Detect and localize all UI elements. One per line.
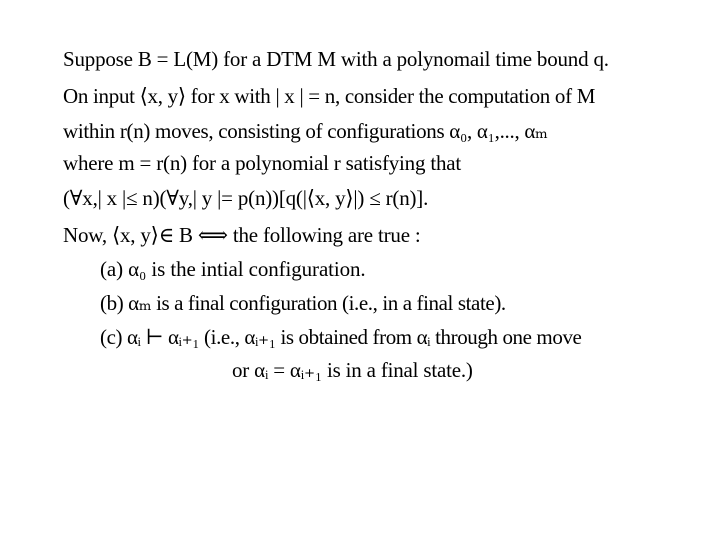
condition-a: (a) α₀ is the intial configuration. xyxy=(100,257,366,281)
condition-c-continued: or αᵢ = αᵢ₊₁ is in a final state.) xyxy=(232,358,473,382)
text-line-1: Suppose B = L(M) for a DTM M with a polynomail time bound q. xyxy=(63,47,609,71)
text-line-5: (∀x,| x |≤ n)(∀y,| y |= p(n))[q(|⟨x, y⟩|) ≤ r(n)]. xyxy=(63,186,429,210)
text-line-6: Now, ⟨x, y⟩∈ B ⟺ the following are true : xyxy=(63,223,421,247)
text-line-3: within r(n) moves, consisting of configurations α₀, α₁,..., αₘ xyxy=(63,119,548,143)
text-line-2: On input ⟨x, y⟩ for x with | x | = n, consider the computation of M xyxy=(63,84,596,108)
condition-c: (c) αᵢ ⊢ αᵢ₊₁ (i.e., αᵢ₊₁ is obtained from αᵢ through one move xyxy=(100,325,582,349)
text-line-4: where m = r(n) for a polynomial r satisfying that xyxy=(63,151,462,175)
condition-b: (b) αₘ is a final configuration (i.e., in a final state). xyxy=(100,291,506,315)
